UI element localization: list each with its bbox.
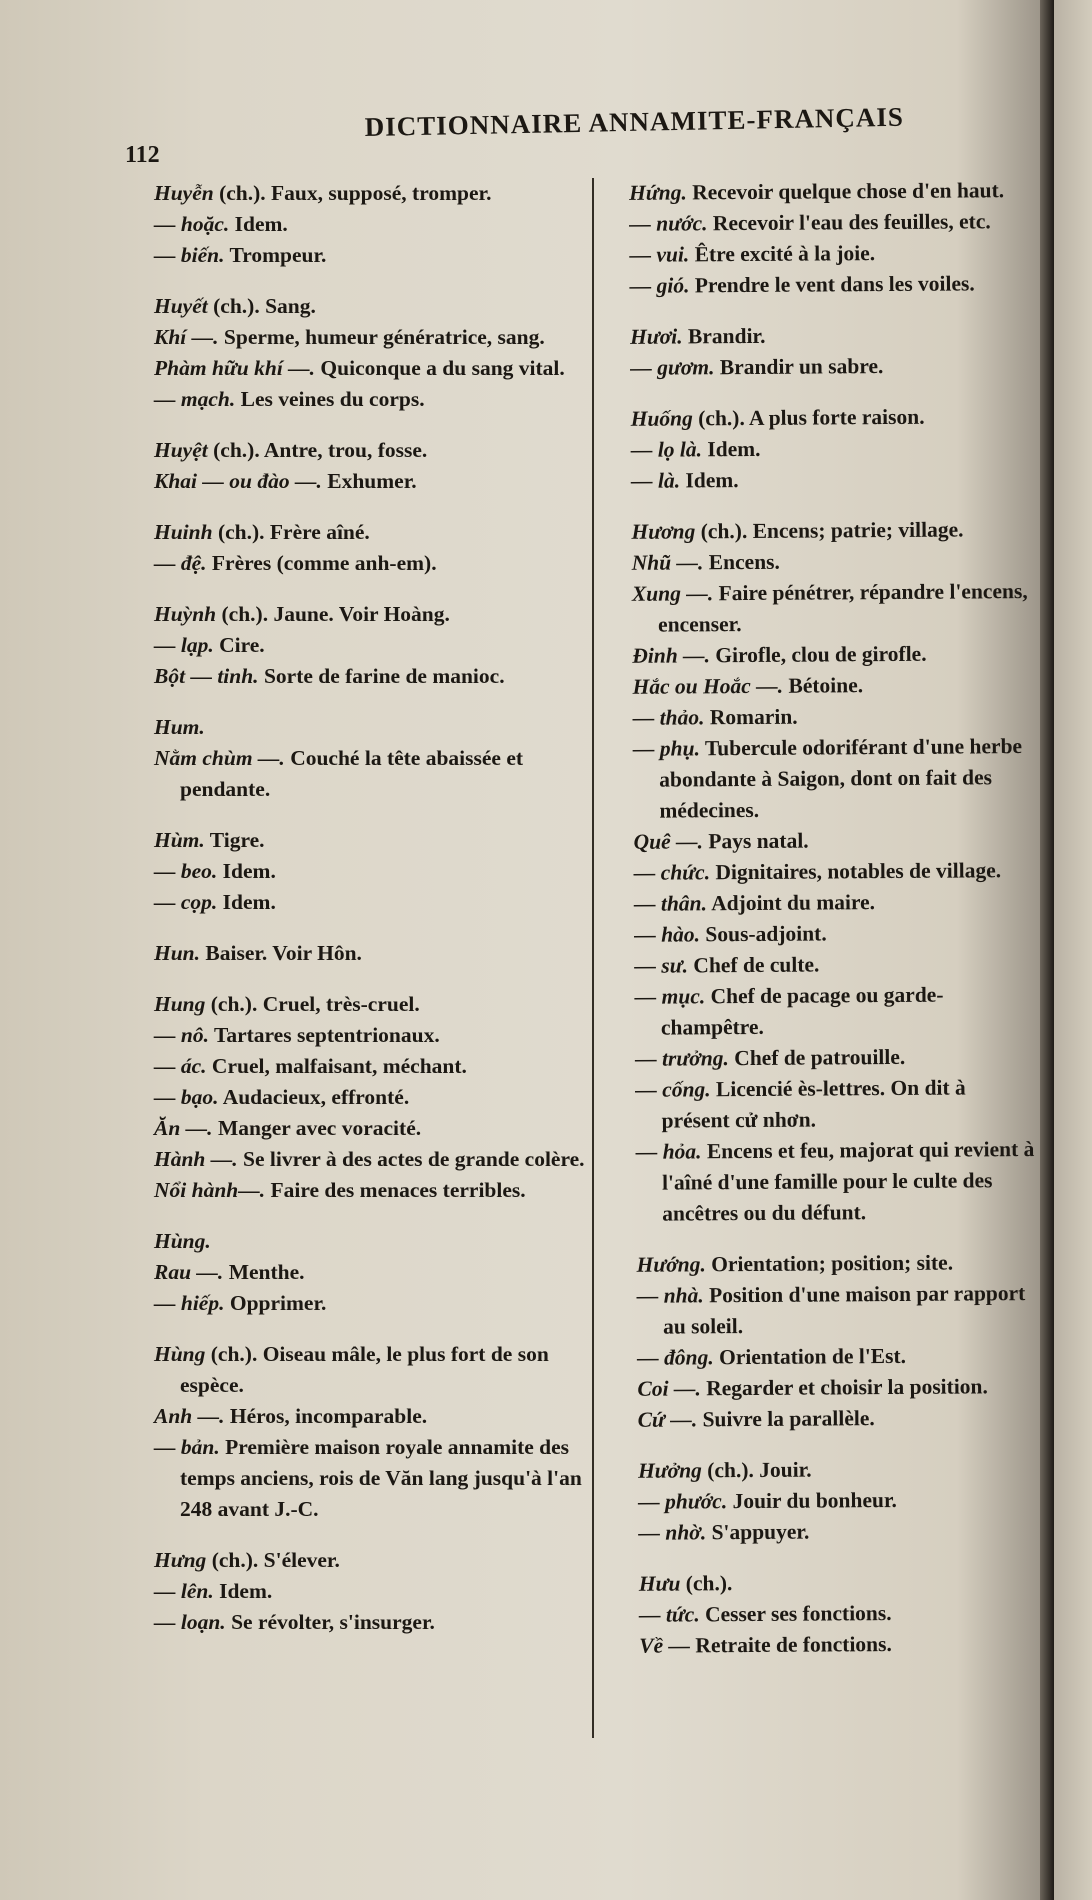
definition: Encens. bbox=[703, 549, 780, 575]
definition: Se livrer à des actes de grande colère. bbox=[237, 1147, 585, 1171]
subentry-term: Khai — ou đào —. bbox=[154, 469, 322, 493]
entry-headword-line bbox=[605, 514, 1033, 548]
definition: Idem. bbox=[701, 436, 761, 462]
entry-subentry-line bbox=[611, 1278, 1039, 1343]
definition: Girofle, clou de girofle. bbox=[709, 641, 927, 668]
right-column bbox=[603, 175, 1041, 1662]
definition: Recevoir quelque chose d'en haut. bbox=[686, 178, 1005, 205]
definition: Chef de pacage ou garde-champêtre. bbox=[660, 982, 944, 1040]
facing-page-edge bbox=[1054, 0, 1092, 1900]
entry-subentry-line bbox=[128, 1288, 586, 1319]
subentry-term: — loạn. bbox=[154, 1610, 226, 1634]
headword: Huyết bbox=[154, 294, 208, 318]
entry-headword-line bbox=[128, 178, 586, 209]
subentry-term: — vui. bbox=[629, 242, 690, 267]
subentry-term: Hành —. bbox=[154, 1147, 238, 1171]
entry-subentry-line bbox=[128, 1144, 586, 1175]
definition: Idem. bbox=[217, 859, 276, 883]
definition: S'appuyer. bbox=[706, 1519, 810, 1545]
column-divider bbox=[592, 178, 594, 1738]
definition: Orientation; position; site. bbox=[705, 1250, 954, 1277]
entry-headword-line bbox=[128, 989, 586, 1020]
book-gutter bbox=[1040, 0, 1054, 1900]
definition: Dignitaires, notables de village. bbox=[709, 858, 1002, 885]
definition: Tubercule odoriférant d'une herbe abondante à Saigon, dont on fait des médecines. bbox=[659, 734, 1023, 823]
definition: Prendre le vent dans les voiles. bbox=[689, 271, 975, 298]
definition: Baiser. Voir Hôn. bbox=[200, 941, 362, 965]
entry-subentry-line bbox=[128, 384, 586, 415]
headword: Hun. bbox=[154, 941, 201, 965]
definition: Pays natal. bbox=[702, 828, 809, 854]
page-header bbox=[125, 101, 1025, 168]
definition: Position d'une maison par rapport au soleil. bbox=[662, 1281, 1026, 1339]
definition: Trompeur. bbox=[224, 243, 327, 267]
entry-subentry-line bbox=[605, 432, 1033, 466]
entry-subentry-line bbox=[128, 548, 586, 579]
definition: Licencié ès-lettres. On dit à présent cử nhơn. bbox=[661, 1075, 966, 1133]
subentry-term: — mạch. bbox=[154, 387, 236, 411]
subentry-term: Ăn —. bbox=[154, 1116, 213, 1140]
headword: Hươi. bbox=[630, 324, 683, 349]
definition: Les veines du corps. bbox=[235, 387, 425, 411]
definition: Faire des menaces terribles. bbox=[265, 1178, 526, 1202]
subentry-term: Cứ —. bbox=[637, 1407, 698, 1432]
entry-subentry-line bbox=[128, 661, 586, 692]
subentry-term: — sư. bbox=[634, 953, 689, 978]
definition: (ch.). A plus forte raison. bbox=[692, 404, 925, 431]
subentry-term: — nô. bbox=[154, 1023, 209, 1047]
entry-subentry-line bbox=[128, 1257, 586, 1288]
definition: Idem. bbox=[680, 468, 739, 493]
subentry-term: — phụ. bbox=[632, 736, 700, 761]
subentry-term: — nhờ. bbox=[638, 1520, 707, 1545]
entry-subentry-line bbox=[128, 743, 586, 805]
definition: Romarin. bbox=[704, 704, 798, 730]
definition: Sperme, humeur génératrice, sang. bbox=[218, 325, 545, 349]
subentry-term: — là. bbox=[631, 468, 681, 493]
entry-subentry-line bbox=[610, 1134, 1039, 1230]
subentry-term: — thảo. bbox=[632, 705, 705, 730]
entry-headword-line bbox=[128, 1226, 586, 1257]
entry-headword-line bbox=[603, 175, 1031, 209]
definition: Cruel, malfaisant, méchant. bbox=[206, 1054, 467, 1078]
definition: Manger avec voracité. bbox=[212, 1116, 422, 1140]
subentry-term: Nổi hành—. bbox=[154, 1178, 266, 1202]
definition: Idem. bbox=[229, 212, 288, 236]
entry-subentry-line bbox=[128, 1432, 586, 1525]
definition: Idem. bbox=[213, 1579, 273, 1603]
definition: (ch.). Oiseau mâle, le plus fort de son espèce. bbox=[180, 1342, 549, 1397]
entry-subentry-line bbox=[613, 1628, 1041, 1662]
entry-headword-line bbox=[610, 1247, 1038, 1281]
subentry-term: — đông. bbox=[637, 1345, 714, 1370]
definition: Faire pénétrer, répandre l'encens, encenser. bbox=[658, 579, 1028, 637]
entry-headword-line bbox=[128, 825, 586, 856]
subentry-term: Rau —. bbox=[154, 1260, 224, 1284]
headword: Hưng bbox=[154, 1548, 207, 1572]
entry-subentry-line bbox=[609, 1041, 1037, 1075]
headword: Hùng. bbox=[154, 1229, 211, 1253]
running-title: DICTIONNAIRE ANNAMITE-FRANÇAIS bbox=[364, 101, 905, 143]
subentry-term: — lạp. bbox=[154, 633, 214, 657]
subentry-term: — hào. bbox=[634, 922, 701, 947]
definition: (ch.). Antre, trou, fosse. bbox=[207, 438, 428, 462]
entry-subentry-line bbox=[128, 1607, 586, 1638]
entry-subentry-line bbox=[128, 630, 586, 661]
definition: Suivre la parallèle. bbox=[697, 1406, 875, 1432]
entry-subentry-line bbox=[128, 209, 586, 240]
subentry-term: — hiếp. bbox=[154, 1291, 225, 1315]
entry-subentry-line bbox=[612, 1515, 1040, 1549]
headword: Hưởng bbox=[637, 1458, 702, 1483]
entry-subentry-line bbox=[612, 1484, 1040, 1518]
entry-subentry-line bbox=[612, 1402, 1040, 1436]
definition: Brandir. bbox=[682, 323, 766, 349]
definition: Encens et feu, majorat qui revient à l'aîné d'une famille pour le culte des ancêtres ou du défunt. bbox=[661, 1137, 1035, 1226]
subentry-term: Anh —. bbox=[154, 1404, 225, 1428]
entry-subentry-line bbox=[611, 1371, 1039, 1405]
entry-subentry-line bbox=[608, 855, 1036, 889]
subentry-term: Về — bbox=[639, 1633, 691, 1658]
entry-subentry-line bbox=[128, 240, 586, 271]
entry-subentry-line bbox=[604, 268, 1032, 302]
subentry-term: Nằm chùm —. bbox=[154, 746, 285, 770]
headword: Huyệt bbox=[154, 438, 208, 462]
definition: Tigre. bbox=[204, 828, 265, 852]
definition: Chef de culte. bbox=[687, 952, 820, 978]
entry-headword-line bbox=[128, 517, 586, 548]
entry-headword-line bbox=[128, 1545, 586, 1576]
headword: Huỳnh bbox=[154, 602, 217, 626]
subentry-term: — bản. bbox=[154, 1435, 220, 1459]
subentry-term: — ác. bbox=[154, 1054, 207, 1078]
definition: Idem. bbox=[217, 890, 276, 914]
entry-headword-line bbox=[128, 291, 586, 322]
definition: Chef de patrouille. bbox=[728, 1044, 906, 1071]
definition: Retraite de fonctions. bbox=[689, 1632, 892, 1658]
definition: Adjoint du maire. bbox=[706, 890, 876, 916]
entry-subentry-line bbox=[128, 1401, 586, 1432]
subentry-term: — chức. bbox=[633, 860, 711, 885]
headword: Hùng bbox=[154, 1342, 206, 1366]
subentry-term: — gió. bbox=[629, 273, 690, 298]
definition: (ch.). Frère aîné. bbox=[212, 520, 370, 544]
definition: Exhumer. bbox=[321, 469, 417, 493]
definition: Orientation de l'Est. bbox=[713, 1343, 907, 1370]
headword: Hương bbox=[631, 519, 696, 544]
definition: (ch.). S'élever. bbox=[206, 1548, 340, 1572]
entry-subentry-line bbox=[609, 979, 1037, 1044]
definition: (ch.). Faux, supposé, tromper. bbox=[213, 181, 492, 205]
definition: Quiconque a du sang vital. bbox=[315, 356, 565, 380]
subentry-term: — cọp. bbox=[154, 890, 218, 914]
definition: Opprimer. bbox=[224, 1291, 327, 1315]
subentry-term: Đinh —. bbox=[632, 643, 711, 668]
subentry-term: Phàm hữu khí —. bbox=[154, 356, 316, 380]
subentry-term: — thân. bbox=[633, 891, 708, 916]
subentry-term: — beo. bbox=[154, 859, 218, 883]
entry-subentry-line bbox=[607, 731, 1036, 827]
definition: Être excité à la joie. bbox=[689, 241, 876, 267]
entry-headword-line bbox=[128, 938, 586, 969]
headword: Hướng. bbox=[636, 1252, 706, 1277]
entry-headword-line bbox=[128, 599, 586, 630]
entry-subentry-line bbox=[603, 206, 1031, 240]
definition: Frères (comme anh-em). bbox=[206, 551, 437, 575]
subentry-term: — nhà. bbox=[636, 1283, 704, 1308]
entry-subentry-line bbox=[606, 669, 1034, 703]
page-number: 112 bbox=[125, 142, 160, 168]
definition: Sous-adjoint. bbox=[699, 921, 827, 947]
headword: Hum. bbox=[154, 715, 205, 739]
definition: (ch.). bbox=[680, 1571, 733, 1596]
subentry-term: — biến. bbox=[154, 243, 225, 267]
definition: Cesser ses fonctions. bbox=[699, 1601, 892, 1627]
definition: Cire. bbox=[213, 633, 265, 657]
definition: Jouir du bonheur. bbox=[727, 1487, 897, 1514]
definition: (ch.). Sang. bbox=[207, 294, 316, 318]
entry-subentry-line bbox=[613, 1597, 1041, 1631]
definition: Sorte de farine de manioc. bbox=[258, 664, 505, 688]
subentry-term: Quê —. bbox=[633, 829, 703, 854]
definition: (ch.). Jaune. Voir Hoàng. bbox=[216, 602, 450, 626]
headword: Huyễn bbox=[154, 181, 214, 205]
headword: Hưu bbox=[638, 1571, 681, 1596]
entry-headword-line bbox=[604, 319, 1032, 353]
entry-headword-line bbox=[128, 1339, 586, 1401]
entry-subentry-line bbox=[128, 1576, 586, 1607]
entry-subentry-line bbox=[606, 638, 1034, 672]
entry-subentry-line bbox=[128, 887, 586, 918]
subentry-term: Xung —. bbox=[631, 581, 714, 606]
entry-subentry-line bbox=[606, 576, 1034, 641]
subentry-term: — mục. bbox=[634, 984, 706, 1009]
entry-headword-line bbox=[605, 401, 1033, 435]
subentry-term: Bột — tinh. bbox=[154, 664, 259, 688]
entry-subentry-line bbox=[128, 353, 586, 384]
entry-subentry-line bbox=[128, 1082, 586, 1113]
subentry-term: — lên. bbox=[154, 1579, 214, 1603]
subentry-term: — nước. bbox=[629, 211, 708, 236]
definition: (ch.). Encens; patrie; village. bbox=[695, 517, 964, 544]
subentry-term: — đệ. bbox=[154, 551, 207, 575]
headword: Hứng. bbox=[629, 180, 687, 205]
subentry-term: — hoặc. bbox=[154, 212, 230, 236]
definition: Recevoir l'eau des feuilles, etc. bbox=[707, 209, 991, 236]
entry-headword-line bbox=[128, 712, 586, 743]
headword: Hùm. bbox=[154, 828, 205, 852]
definition: Brandir un sabre. bbox=[714, 354, 884, 380]
definition: Couché la tête abaissée et pendante. bbox=[180, 746, 524, 801]
entry-headword-line bbox=[613, 1566, 1041, 1600]
entry-headword-line bbox=[612, 1453, 1040, 1487]
subentry-term: Coi —. bbox=[637, 1376, 701, 1401]
entry-subentry-line bbox=[611, 1340, 1039, 1374]
definition: Audacieux, effronté. bbox=[218, 1085, 410, 1109]
entry-subentry-line bbox=[609, 1072, 1037, 1137]
entry-subentry-line bbox=[128, 1051, 586, 1082]
entry-subentry-line bbox=[604, 350, 1032, 384]
entry-subentry-line bbox=[608, 886, 1036, 920]
entry-headword-line bbox=[128, 435, 586, 466]
headword: Hung bbox=[154, 992, 206, 1016]
definition: Héros, incomparable. bbox=[224, 1404, 428, 1428]
definition: (ch.). Cruel, très-cruel. bbox=[205, 992, 420, 1016]
subentry-term: — lọ là. bbox=[630, 437, 703, 462]
entry-subentry-line bbox=[128, 1113, 586, 1144]
definition: Bétoine. bbox=[782, 673, 864, 698]
entry-subentry-line bbox=[128, 322, 586, 353]
entry-subentry-line bbox=[128, 466, 586, 497]
headword: Huống bbox=[630, 406, 693, 431]
subentry-term: Hắc ou Hoắc —. bbox=[632, 673, 784, 699]
subentry-term: — bạo. bbox=[154, 1085, 219, 1109]
entry-subentry-line bbox=[606, 545, 1034, 579]
subentry-term: — phước. bbox=[638, 1489, 728, 1514]
definition: Tartares septentrionaux. bbox=[208, 1023, 440, 1047]
definition: (ch.). Jouir. bbox=[701, 1457, 812, 1483]
subentry-term: Nhũ —. bbox=[631, 550, 704, 575]
subentry-term: Khí —. bbox=[154, 325, 219, 349]
subentry-term: — tức. bbox=[638, 1602, 700, 1627]
definition: Première maison royale annamite des temps anciens, rois de Văn lang jusqu'à l'an 248 avant J.-C. bbox=[180, 1435, 582, 1521]
entry-subentry-line bbox=[605, 463, 1033, 497]
subentry-term: — trưởng. bbox=[635, 1046, 729, 1071]
entry-subentry-line bbox=[608, 917, 1036, 951]
entry-subentry-line bbox=[128, 1020, 586, 1051]
entry-subentry-line bbox=[608, 824, 1036, 858]
left-column bbox=[128, 178, 586, 1638]
entry-subentry-line bbox=[607, 700, 1035, 734]
definition: Regarder et choisir la position. bbox=[700, 1374, 988, 1401]
subentry-term: — cống. bbox=[635, 1077, 711, 1102]
entry-subentry-line bbox=[128, 1175, 586, 1206]
entry-subentry-line bbox=[603, 237, 1031, 271]
headword: Huinh bbox=[154, 520, 213, 544]
definition: Se révolter, s'insurger. bbox=[225, 1610, 435, 1634]
entry-subentry-line bbox=[128, 856, 586, 887]
subentry-term: — hỏa. bbox=[635, 1139, 702, 1164]
definition: Menthe. bbox=[223, 1260, 305, 1284]
entry-subentry-line bbox=[608, 948, 1036, 982]
subentry-term: — gươm. bbox=[630, 355, 715, 380]
